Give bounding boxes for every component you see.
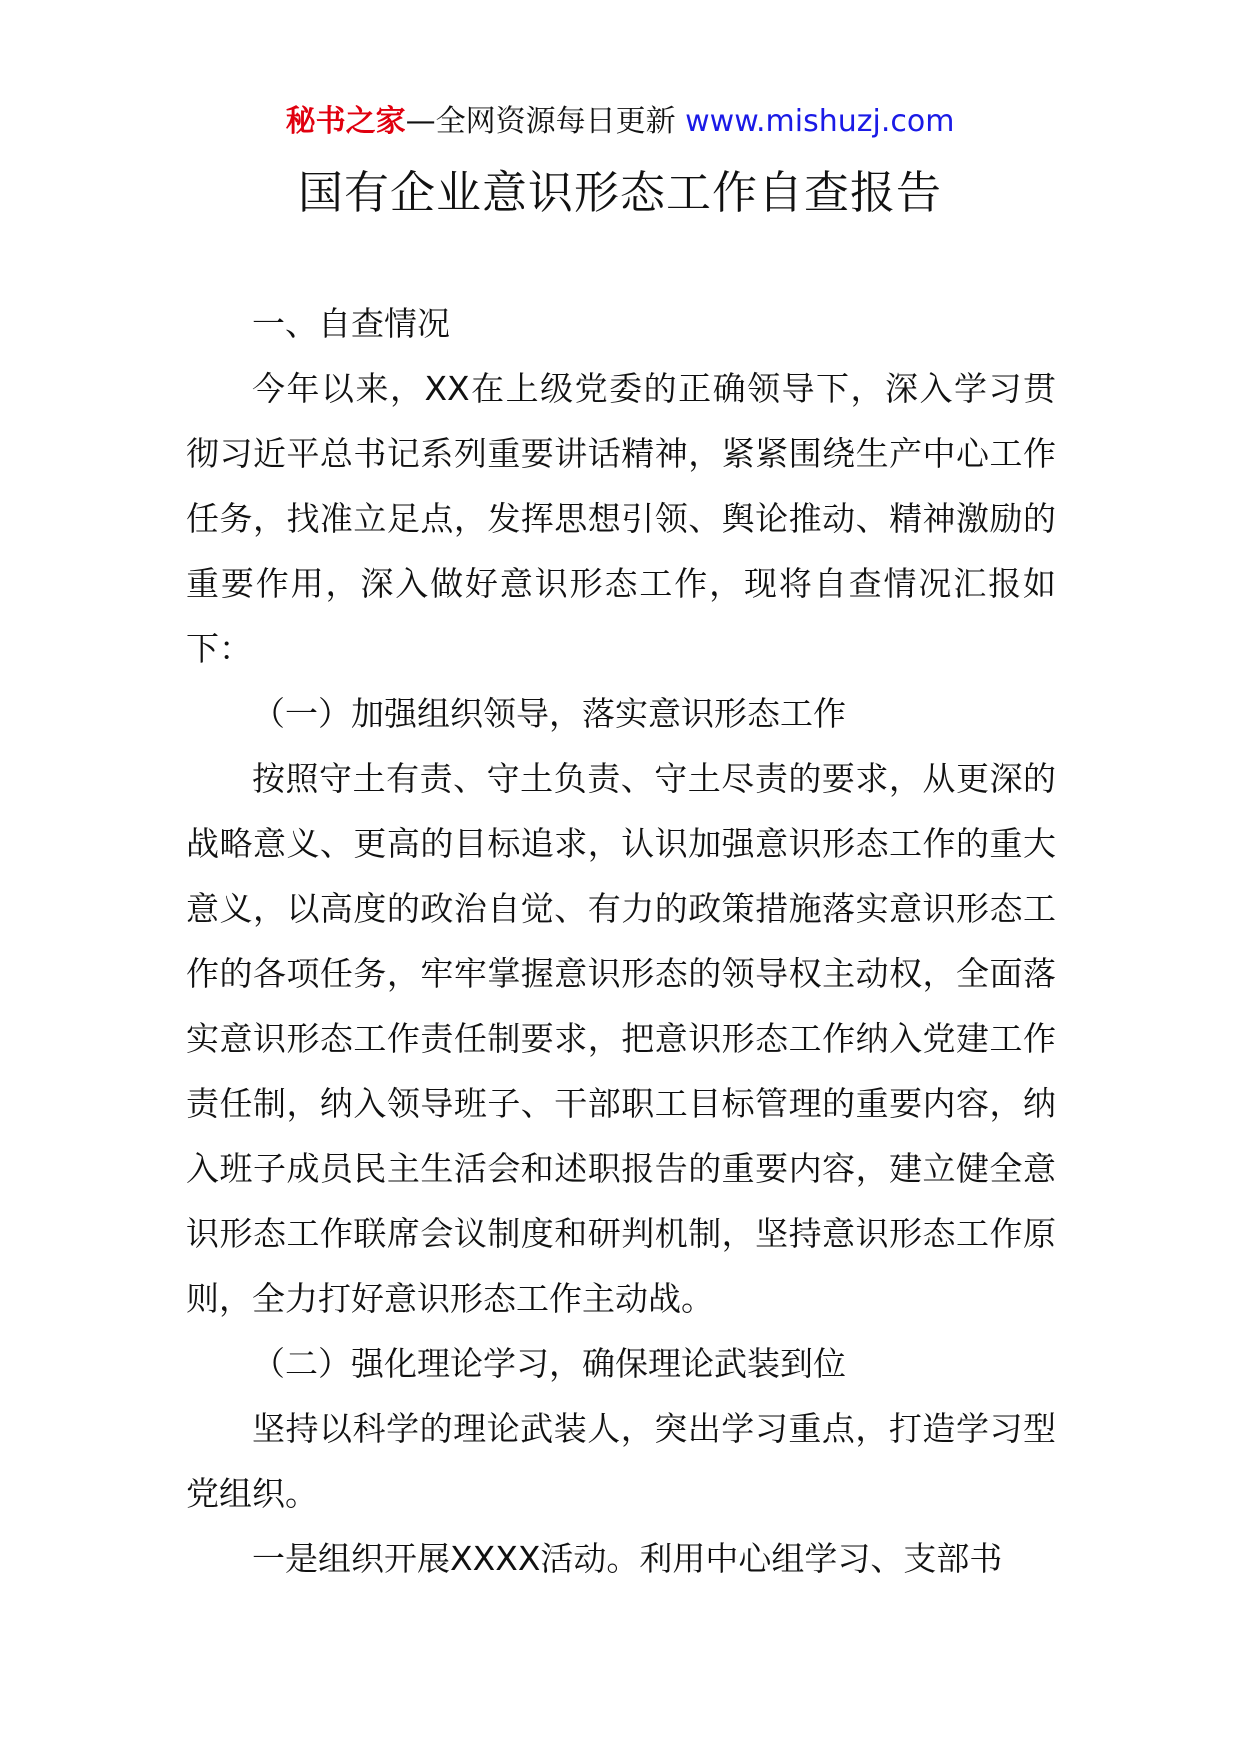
document-title: 国有企业意识形态工作自查报告: [297, 166, 942, 219]
paragraph: 一是组织开展XXXX活动。利用中心组学习、支部书: [252, 1539, 1003, 1578]
subsection-heading: （一）加强组织领导，落实意识形态工作: [252, 694, 846, 733]
site-url-link[interactable]: www.mishuzj.com: [685, 104, 955, 139]
site-brand: 秘书之家: [285, 104, 406, 139]
site-tagline: —全网资源每日更新: [405, 104, 686, 139]
subsection-heading: （二）强化理论学习，确保理论武装到位: [252, 1344, 846, 1383]
document-body: [186, 291, 1056, 1591]
section-heading: 一、自查情况: [252, 304, 450, 343]
paragraph: 今年以来，XX在上级党委的正确领导下，深入学习贯彻习近平总书记系列重要讲话精神，紧紧围绕生产中心工作任务，找准立足点，发挥思想引领、舆论推动、精神激励的重要作用，深入做好意识形态工作，现将自查情况汇报如下：: [186, 369, 1056, 668]
paragraph: 坚持以科学的理论武装人，突出学习重点，打造学习型党组织。: [186, 1409, 1056, 1513]
site-header: [0, 100, 1240, 144]
paragraph: 按照守土有责、守土负责、守土尽责的要求，从更深的战略意义、更高的目标追求，认识加强意识形态工作的重大意义，以高度的政治自觉、有力的政策措施落实意识形态工作的各项任务，牢牢掌握意识形态的领导权主动权，全面落实意识形态工作责任制要求，把意识形态工作纳入党建工作责任制，纳入领导班子、干部职工目标管理的重要内容，纳入班子成员民主生活会和述职报告的重要内容，建立健全意识形态工作联席会议制度和研判机制，坚持意识形态工作原则，全力打好意识形态工作主动战。: [186, 759, 1056, 1318]
